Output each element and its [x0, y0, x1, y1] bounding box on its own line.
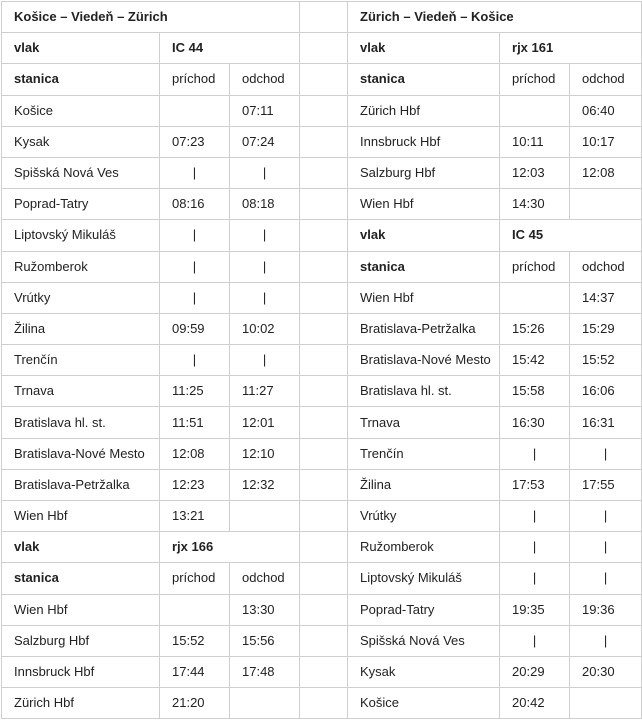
- station-name: Vrútky: [2, 282, 160, 313]
- arrival-time: [500, 282, 570, 313]
- train-number: rjx 166: [160, 532, 300, 563]
- station-name: Trenčín: [348, 438, 500, 469]
- route-title: Zürich – Viedeň – Košice: [348, 2, 642, 33]
- arrival-time: |: [160, 345, 230, 376]
- departure-time: |: [570, 438, 642, 469]
- departure-time: 17:48: [230, 656, 300, 687]
- arrival-time: |: [160, 282, 230, 313]
- table-row: [2, 345, 642, 376]
- gap-cell: [300, 64, 348, 95]
- station-name: Salzburg Hbf: [348, 157, 500, 188]
- route-title: Košice – Viedeň – Zürich: [2, 2, 300, 33]
- station-name: Ružomberok: [348, 532, 500, 563]
- departure-time: |: [230, 282, 300, 313]
- arrival-time: |: [160, 220, 230, 251]
- gap-cell: [300, 656, 348, 687]
- arrival-time: [160, 95, 230, 126]
- station-name: Wien Hbf: [348, 189, 500, 220]
- departure-time: 15:29: [570, 313, 642, 344]
- station-name: Liptovský Mikuláš: [348, 563, 500, 594]
- departure-time: 15:56: [230, 625, 300, 656]
- gap-cell: [300, 157, 348, 188]
- station-header: stanica: [348, 251, 500, 282]
- table-row: [2, 688, 642, 719]
- station-name: Kysak: [348, 656, 500, 687]
- departure-time: |: [230, 157, 300, 188]
- train-label: vlak: [348, 220, 500, 251]
- station-name: Bratislava-Nové Mesto: [348, 345, 500, 376]
- arrival-time: 20:42: [500, 688, 570, 719]
- timetable: [1, 1, 642, 719]
- station-name: Wien Hbf: [2, 501, 160, 532]
- departure-time: 11:27: [230, 376, 300, 407]
- table-row: [2, 157, 642, 188]
- arrival-time: |: [160, 157, 230, 188]
- departure-time: [570, 688, 642, 719]
- train-label: vlak: [2, 532, 160, 563]
- departure-time: 06:40: [570, 95, 642, 126]
- table-row: [2, 282, 642, 313]
- departure-time: 20:30: [570, 656, 642, 687]
- departure-time: [230, 501, 300, 532]
- gap-cell: [300, 438, 348, 469]
- gap-cell: [300, 469, 348, 500]
- arrival-time: |: [500, 625, 570, 656]
- station-name: Bratislava hl. st.: [2, 407, 160, 438]
- table-row: [2, 64, 642, 95]
- departure-time: 16:31: [570, 407, 642, 438]
- departure-header: odchod: [570, 251, 642, 282]
- station-name: Bratislava hl. st.: [348, 376, 500, 407]
- table-row: [2, 2, 642, 33]
- departure-time: 12:08: [570, 157, 642, 188]
- arrival-time: 15:42: [500, 345, 570, 376]
- departure-time: |: [230, 345, 300, 376]
- arrival-time: 20:29: [500, 656, 570, 687]
- departure-time: |: [570, 563, 642, 594]
- arrival-header: príchod: [500, 251, 570, 282]
- arrival-time: 07:23: [160, 126, 230, 157]
- table-row: [2, 189, 642, 220]
- train-label: vlak: [2, 33, 160, 64]
- station-name: Wien Hbf: [2, 594, 160, 625]
- train-number: IC 45: [500, 220, 642, 251]
- table-row: [2, 438, 642, 469]
- arrival-time: 12:23: [160, 469, 230, 500]
- arrival-time: 16:30: [500, 407, 570, 438]
- table-row: [2, 313, 642, 344]
- arrival-time: 17:53: [500, 469, 570, 500]
- station-name: Trnava: [348, 407, 500, 438]
- train-label: vlak: [348, 33, 500, 64]
- arrival-header: príchod: [160, 64, 230, 95]
- departure-header: odchod: [230, 64, 300, 95]
- gap-cell: [300, 407, 348, 438]
- arrival-time: 08:16: [160, 189, 230, 220]
- station-name: Salzburg Hbf: [2, 625, 160, 656]
- departure-time: |: [570, 501, 642, 532]
- station-name: Bratislava-Petržalka: [348, 313, 500, 344]
- departure-time: 16:06: [570, 376, 642, 407]
- station-name: Zürich Hbf: [348, 95, 500, 126]
- departure-time: 13:30: [230, 594, 300, 625]
- station-name: Spišská Nová Ves: [2, 157, 160, 188]
- gap-cell: [300, 33, 348, 64]
- station-name: Ružomberok: [2, 251, 160, 282]
- station-name: Poprad-Tatry: [348, 594, 500, 625]
- station-name: Innsbruck Hbf: [2, 656, 160, 687]
- station-name: Trnava: [2, 376, 160, 407]
- gap-cell: [300, 625, 348, 656]
- departure-time: 12:01: [230, 407, 300, 438]
- departure-time: [230, 688, 300, 719]
- table-row: [2, 563, 642, 594]
- station-header: stanica: [348, 64, 500, 95]
- gap-cell: [300, 688, 348, 719]
- station-header: stanica: [2, 64, 160, 95]
- departure-time: 17:55: [570, 469, 642, 500]
- arrival-header: príchod: [160, 563, 230, 594]
- station-name: Innsbruck Hbf: [348, 126, 500, 157]
- gap-cell: [300, 594, 348, 625]
- departure-time: 07:11: [230, 95, 300, 126]
- table-row: [2, 407, 642, 438]
- table-row: [2, 594, 642, 625]
- station-name: Poprad-Tatry: [2, 189, 160, 220]
- departure-time: 10:02: [230, 313, 300, 344]
- arrival-header: príchod: [500, 64, 570, 95]
- departure-time: [570, 189, 642, 220]
- station-name: Bratislava-Petržalka: [2, 469, 160, 500]
- train-number: IC 44: [160, 33, 300, 64]
- station-name: Bratislava-Nové Mesto: [2, 438, 160, 469]
- timetable-body: [2, 2, 642, 719]
- gap-cell: [300, 532, 348, 563]
- gap-cell: [300, 189, 348, 220]
- departure-time: 10:17: [570, 126, 642, 157]
- departure-header: odchod: [570, 64, 642, 95]
- departure-time: 14:37: [570, 282, 642, 313]
- train-number: rjx 161: [500, 33, 642, 64]
- arrival-time: |: [500, 501, 570, 532]
- table-row: [2, 469, 642, 500]
- departure-time: 08:18: [230, 189, 300, 220]
- station-name: Košice: [348, 688, 500, 719]
- station-name: Vrútky: [348, 501, 500, 532]
- arrival-time: 19:35: [500, 594, 570, 625]
- table-row: [2, 501, 642, 532]
- table-row: [2, 220, 642, 251]
- station-name: Žilina: [348, 469, 500, 500]
- arrival-time: 15:26: [500, 313, 570, 344]
- table-row: [2, 656, 642, 687]
- arrival-time: [500, 95, 570, 126]
- gap-cell: [300, 95, 348, 126]
- station-name: Kysak: [2, 126, 160, 157]
- arrival-time: 10:11: [500, 126, 570, 157]
- arrival-time: |: [500, 438, 570, 469]
- table-row: [2, 251, 642, 282]
- station-name: Žilina: [2, 313, 160, 344]
- departure-time: 12:10: [230, 438, 300, 469]
- arrival-time: 14:30: [500, 189, 570, 220]
- gap-cell: [300, 376, 348, 407]
- gap-cell: [300, 313, 348, 344]
- arrival-time: 09:59: [160, 313, 230, 344]
- departure-time: |: [570, 532, 642, 563]
- gap-cell: [300, 345, 348, 376]
- station-name: Zürich Hbf: [2, 688, 160, 719]
- table-row: [2, 532, 642, 563]
- gap-cell: [300, 220, 348, 251]
- arrival-time: [160, 594, 230, 625]
- gap-cell: [300, 2, 348, 33]
- table-row: [2, 95, 642, 126]
- table-row: [2, 376, 642, 407]
- station-name: Košice: [2, 95, 160, 126]
- gap-cell: [300, 501, 348, 532]
- arrival-time: 15:52: [160, 625, 230, 656]
- gap-cell: [300, 282, 348, 313]
- arrival-time: 21:20: [160, 688, 230, 719]
- arrival-time: |: [500, 532, 570, 563]
- arrival-time: 15:58: [500, 376, 570, 407]
- station-name: Liptovský Mikuláš: [2, 220, 160, 251]
- arrival-time: 12:03: [500, 157, 570, 188]
- departure-header: odchod: [230, 563, 300, 594]
- gap-cell: [300, 563, 348, 594]
- station-name: Spišská Nová Ves: [348, 625, 500, 656]
- departure-time: 07:24: [230, 126, 300, 157]
- station-name: Wien Hbf: [348, 282, 500, 313]
- station-header: stanica: [2, 563, 160, 594]
- station-name: Trenčín: [2, 345, 160, 376]
- arrival-time: 12:08: [160, 438, 230, 469]
- table-row: [2, 625, 642, 656]
- departure-time: 15:52: [570, 345, 642, 376]
- arrival-time: |: [500, 563, 570, 594]
- departure-time: |: [230, 251, 300, 282]
- table-row: [2, 33, 642, 64]
- departure-time: 19:36: [570, 594, 642, 625]
- arrival-time: 17:44: [160, 656, 230, 687]
- gap-cell: [300, 251, 348, 282]
- arrival-time: |: [160, 251, 230, 282]
- arrival-time: 11:51: [160, 407, 230, 438]
- departure-time: |: [570, 625, 642, 656]
- table-row: [2, 126, 642, 157]
- departure-time: 12:32: [230, 469, 300, 500]
- gap-cell: [300, 126, 348, 157]
- departure-time: |: [230, 220, 300, 251]
- arrival-time: 11:25: [160, 376, 230, 407]
- arrival-time: 13:21: [160, 501, 230, 532]
